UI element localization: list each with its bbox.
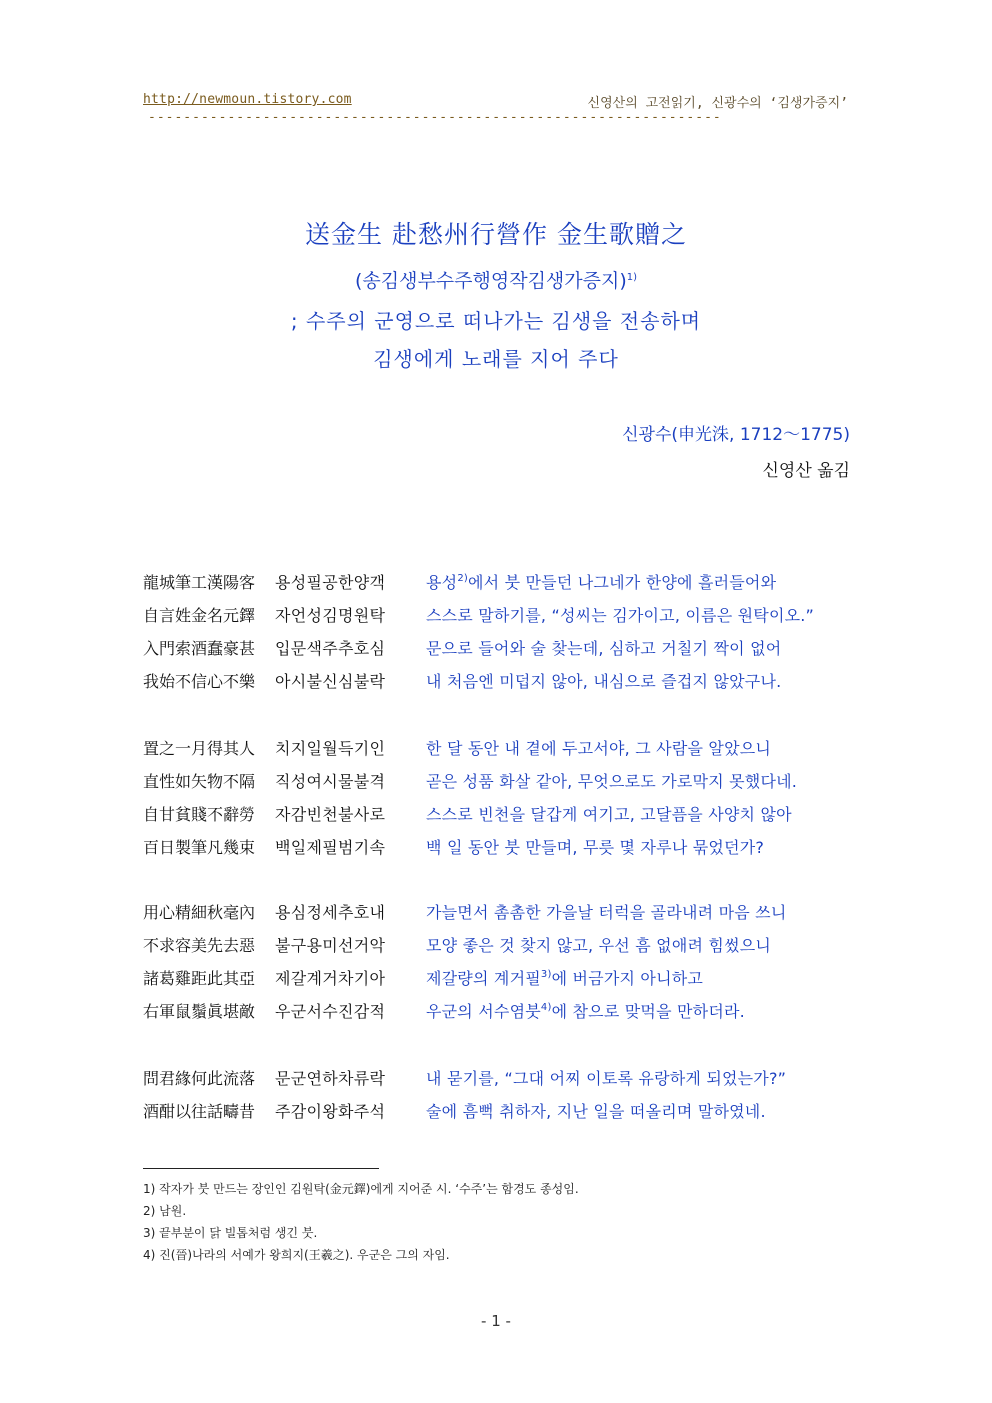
page-header [143,92,848,112]
header-dashed-rule: ----------------------------------------------------------------- [148,110,722,125]
footnote-4: 4) 진(晉)나라의 서예가 왕희지(王羲之). 우군은 그의 자임. [143,1248,450,1262]
line-reading: 제갈계거차기아 [275,969,386,988]
line-translation: 곧은 성품 화살 같아, 무엇으로도 가로막지 못했다네. [426,772,798,791]
title-korean-line-2: 김생에게 노래를 지어 주다 [373,347,619,371]
line-reading: 백일제필범기속 [275,838,386,857]
poem-line [143,802,863,835]
line-reading: 자언성김명원탁 [275,606,386,625]
translation-text: 우군의 서수염붓 [426,1002,541,1021]
footnotes [143,1180,579,1268]
line-translation: 모양 좋은 것 찾지 않고, 우선 흠 없애려 힘썼으니 [426,936,772,955]
line-reading: 주감이왕화주석 [275,1102,386,1121]
line-translation: 가늘면서 촘촘한 가을날 터럭을 골라내려 마음 쓰니 [426,903,787,922]
poem-stanza-1 [143,570,863,702]
line-hanja: 用心精細秋毫內 [143,903,256,922]
line-reading: 용심정세추호내 [275,903,386,922]
title-hanja: 送金生 赴愁州行營作 金生歌贈之 [305,220,687,249]
line-translation [426,999,745,1022]
translation-text: 용성 [426,573,458,592]
author-hanja-dates: (申光洙, 1712～1775) [671,425,850,445]
line-hanja: 百日製筆凡幾束 [143,838,256,857]
author-name: 신광수 [622,425,672,445]
line-hanja: 右軍鼠鬚眞堪敵 [143,1002,256,1021]
line-translation: 술에 흠뻑 취하자, 지난 일을 떠올리며 말하였네. [426,1102,766,1121]
running-title: 신영산의 고전읽기, 신광수의 ‘김생가증지’ [587,96,848,111]
line-translation: 내 처음엔 미덥지 않아, 내심으로 즐겁지 않았구나. [426,672,782,691]
line-translation [426,966,703,989]
line-translation: 문으로 들어와 술 찾는데, 심하고 거칠기 짝이 없어 [426,639,782,658]
poem-stanza-2 [143,736,863,868]
poem-line [143,1099,863,1132]
line-translation: 내 묻기를, “그대 어찌 이토록 유랑하게 되었는가?” [426,1069,787,1088]
line-hanja: 酒酣以往話疇昔 [143,1102,256,1121]
poem-line [143,966,863,999]
page-number: - 1 - [481,1312,511,1330]
line-translation [426,570,776,593]
line-reading: 치지일월득기인 [275,739,386,758]
poem-line [143,769,863,802]
title-reading [0,266,992,293]
poem-line [143,636,863,669]
line-translation: 한 달 동안 내 곁에 두고서야, 그 사람을 알았으니 [426,739,772,758]
poem-line [143,835,863,868]
translation-text: 에 버금가지 아니하고 [551,969,704,988]
line-reading: 자감빈천불사로 [275,805,386,824]
line-translation: 백 일 동안 붓 만들며, 무릇 몇 자루나 묶었던가? [426,838,765,857]
footnote-1: 1) 작자가 붓 만드는 장인인 김원탁(金元鐸)에게 지어준 시. ‘수주’는 함경도 종성임. [143,1182,579,1196]
translator-line: 신영산 옮김 [762,461,850,481]
line-reading: 불구용미선거악 [275,936,386,955]
line-translation: 스스로 말하기를, “성씨는 김가이고, 이름은 원탁이오.” [426,606,815,625]
line-hanja: 問君緣何此流落 [143,1069,256,1088]
line-hanja: 諸葛雞距此其亞 [143,969,256,988]
blog-url-link[interactable]: http://newmoun.tistory.com [143,92,352,107]
poem-line [143,669,863,702]
line-hanja: 龍城筆工漢陽客 [143,573,256,592]
line-reading: 문군연하차류락 [275,1069,386,1088]
author-line [622,420,850,445]
line-hanja: 自言姓金名元鐸 [143,606,256,625]
title-korean-line-1: ; 수주의 군영으로 떠나가는 김생을 전송하며 [290,309,702,333]
poem-line [143,999,863,1032]
footnote-separator [143,1168,379,1169]
translation-text: 제갈량의 계거필 [426,969,541,988]
translation-text: 에서 붓 만들던 나그네가 한양에 흘러들어와 [467,573,777,592]
footnote-ref-4[interactable]: 4) [540,1002,552,1013]
line-reading: 입문색주추호심 [275,639,386,658]
footnote-2: 2) 남원. [143,1204,187,1218]
poem-line [143,736,863,769]
line-hanja: 直性如矢物不隔 [143,772,256,791]
footnote-3: 3) 끝부분이 닭 빌톱처럼 생긴 붓. [143,1226,318,1240]
poem-line [143,1066,863,1099]
footnote-ref-3[interactable]: 3) [540,969,552,980]
line-hanja: 置之一月得其人 [143,739,256,758]
line-hanja: 不求容美先去惡 [143,936,256,955]
poem-line [143,603,863,636]
line-reading: 아시불신심불락 [275,672,386,691]
line-reading: 직성여시물불격 [275,772,386,791]
line-hanja: 自甘貧賤不辭勞 [143,805,256,824]
footnote-ref-2[interactable]: 2) [457,573,468,584]
title-reading-text: (송김생부수주행영작김생가증지) [354,270,627,292]
poem-stanza-4 [143,1066,863,1132]
line-reading: 우군서수진감적 [275,1002,386,1021]
poem-line [143,570,863,603]
poem-line [143,933,863,966]
poem-stanza-3 [143,900,863,1032]
footnote-ref-1[interactable]: 1) [626,272,638,283]
line-translation: 스스로 빈천을 달갑게 여기고, 고달픔을 사양치 않아 [426,805,792,824]
translation-text: 에 참으로 맞먹을 만하더라. [551,1002,745,1021]
line-reading: 용성필공한양객 [275,573,386,592]
poem-line [143,900,863,933]
line-hanja: 我始不信心不樂 [143,672,256,691]
line-hanja: 入門索酒蠢豪甚 [143,639,256,658]
